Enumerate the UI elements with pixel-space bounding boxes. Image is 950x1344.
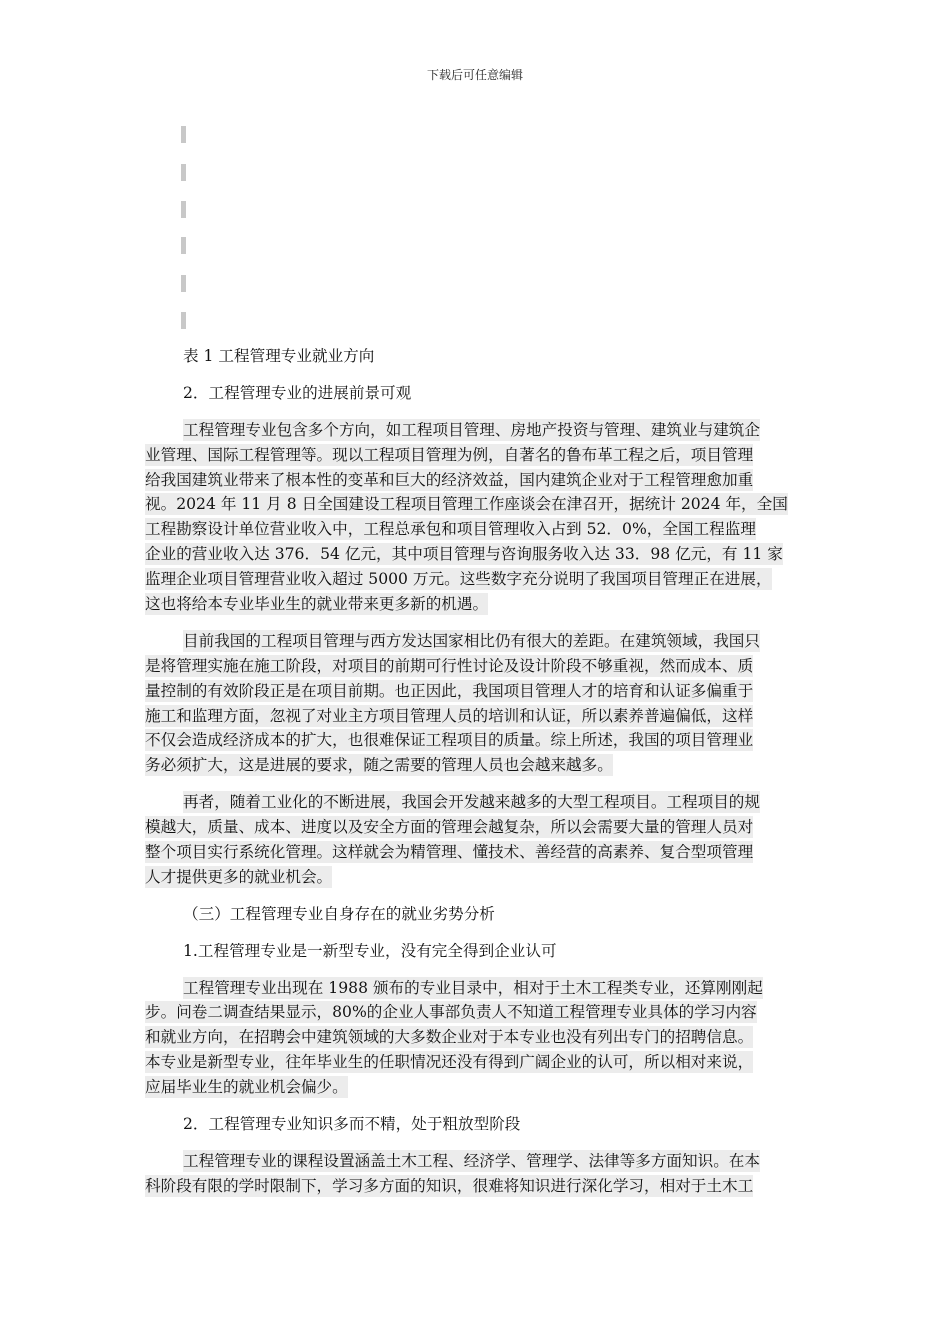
- paragraph-line: 本专业是新型专业，往年毕业生的任职情况还没有得到广阔企业的认可，所以相对来说，: [145, 1053, 754, 1072]
- section-heading: 2．工程管理专业的进展前景可观: [183, 383, 412, 402]
- paragraph-line: 工程管理专业包含多个方向，如工程项目管理、房地产投资与管理、建筑业与建筑企: [183, 420, 760, 439]
- page-header: 下载后可任意编辑: [426, 68, 523, 82]
- subsection-heading: 1.工程管理专业是一新型专业，没有完全得到企业认可: [183, 941, 557, 960]
- paragraph-line: 监理企业项目管理营业收入超过 5000 万元。这些数字充分说明了我国项目管理正在进展，: [145, 570, 772, 589]
- paragraph-line: 工程管理专业的课程设置涵盖土木工程、经济学、管理学、法律等多方面知识。在本: [183, 1151, 760, 1170]
- paragraph: [145, 790, 805, 890]
- paragraph-line: 科阶段有限的学时限制下，学习多方面的知识，很难将知识进行深化学习，相对于土木工: [145, 1176, 754, 1195]
- paragraph-line: 施工和监理方面，忽视了对业主方项目管理人员的培训和认证，所以素养普遍偏低，这样: [145, 706, 754, 725]
- paragraph-line: 给我国建筑业带来了根本性的变革和巨大的经济效益，国内建筑企业对于工程管理愈加重: [145, 470, 754, 489]
- table-border-mark: [181, 126, 186, 143]
- paragraph: [145, 629, 805, 778]
- document-body: [145, 344, 805, 1199]
- paragraph-line: 工程勘察设计单位营业收入中，工程总承包和项目管理收入占到 52．0%，全国工程监理: [145, 520, 756, 539]
- paragraph-line: 目前我国的工程项目管理与西方发达国家相比仍有很大的差距。在建筑领域，我国只: [183, 631, 760, 650]
- table-border-mark: [181, 237, 186, 254]
- paragraph-line: 工程管理专业出现在 1988 颁布的专业目录中，相对于土木工程类专业，还算刚刚起: [183, 978, 763, 997]
- section-heading: （三）工程管理专业自身存在的就业劣势分析: [183, 904, 495, 923]
- paragraph-line: 再者，随着工业化的不断进展，我国会开发越来越多的大型工程项目。工程项目的规: [183, 793, 760, 812]
- paragraph-line: 视。2024 年 11 月 8 日全国建设工程项目管理工作座谈会在津召开，据统计 2024 年，全国: [145, 495, 788, 514]
- paragraph-line: 是将管理实施在施工阶段，对项目的前期可行性讨论及设计阶段不够重视，然而成本、质: [145, 656, 754, 675]
- paragraph-line: 量控制的有效阶段正是在项目前期。也正因此，我国项目管理人才的培育和认证多偏重于: [145, 681, 754, 700]
- paragraph-line: 整个项目实行系统化管理。这样就会为精管理、懂技术、善经营的高素养、复合型项管理: [145, 843, 754, 862]
- paragraph-line: 应届毕业生的就业机会偏少。: [145, 1078, 348, 1097]
- paragraph-line: 步。问卷二调查结果显示，80%的企业人事部负责人不知道工程管理专业具体的学习内容: [145, 1003, 757, 1022]
- table-caption: 表 1 工程管理专业就业方向: [183, 347, 375, 365]
- paragraph: [145, 1149, 805, 1199]
- table-border-mark: [181, 275, 186, 292]
- paragraph-line: 这也将给本专业毕业生的就业带来更多新的机遇。: [145, 595, 489, 614]
- paragraph-line: 和就业方向，在招聘会中建筑领域的大多数企业对于本专业也没有列出专门的招聘信息。: [145, 1028, 754, 1047]
- paragraph-line: 不仅会造成经济成本的扩大，也很难保证工程项目的质量。综上所述，我国的项目管理业: [145, 731, 754, 750]
- paragraph: [145, 976, 805, 1100]
- table-border-mark: [181, 201, 186, 218]
- table-border-mark: [181, 312, 186, 329]
- paragraph: [145, 418, 805, 617]
- paragraph-line: 人才提供更多的就业机会。: [145, 867, 333, 886]
- paragraph-line: 模越大，质量、成本、进度以及安全方面的管理会越复杂，所以会需要大量的管理人员对: [145, 818, 754, 837]
- paragraph-line: 务必须扩大，这是进展的要求，随之需要的管理人员也会越来越多。: [145, 756, 613, 775]
- subsection-heading: 2．工程管理专业知识多而不精，处于粗放型阶段: [183, 1115, 521, 1134]
- table-border-mark: [181, 164, 186, 181]
- paragraph-line: 企业的营业收入达 376．54 亿元，其中项目管理与咨询服务收入达 33．98 亿元，有 11 家: [145, 545, 783, 564]
- paragraph-line: 业管理、国际工程管理等。现以工程项目管理为例，自著名的鲁布革工程之后，项目管理: [145, 445, 754, 464]
